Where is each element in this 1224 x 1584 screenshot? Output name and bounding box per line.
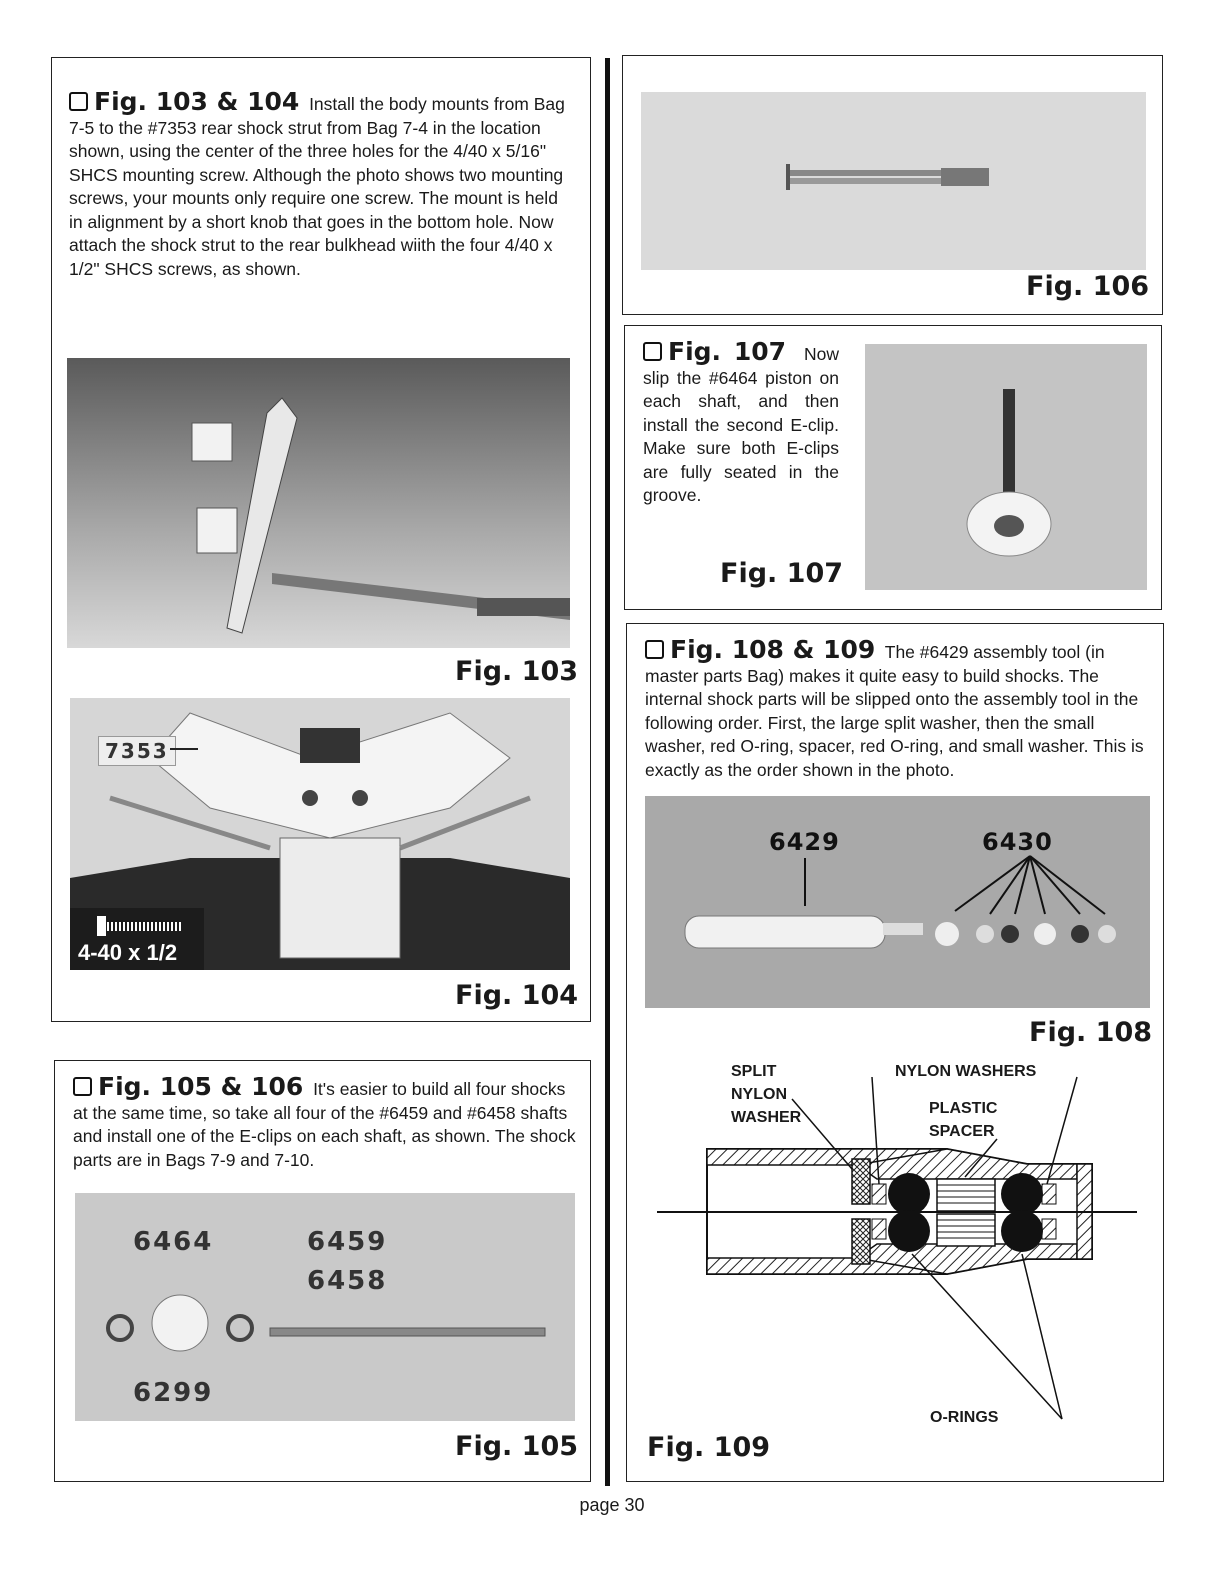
fig-104-caption: Fig. 104 [455,980,579,1011]
fig-103-caption: Fig. 103 [455,656,579,687]
fig-108-caption: Fig. 108 [1029,1017,1153,1048]
label-6299: 6299 [133,1378,214,1408]
label-o-rings: O-RINGS [930,1409,999,1426]
fig-106-photo [641,92,1146,270]
column-divider [605,58,610,1486]
fig-103-104-heading: Fig. 103 & 104 [94,87,300,116]
fig-105-106-heading: Fig. 105 & 106 [98,1072,304,1101]
fig-105-106-text: It's easier to build all four shocks at the same time, so take all four of the #6459 and #6458 shafts and install one of the E-clips on each shaft, as shown. The shock parts are in Bags 7-9 and 7-10. [73,1079,576,1170]
label-4-40: 4-40 x 1/2 [78,940,178,965]
fig-107-text: Now slip the #6464 piston on each shaft, and then install the second E-clip. Make sure both E-clips are fully seated in the groove. [643,344,839,505]
label-screw-box [70,908,204,970]
fig-103-photo [67,358,570,648]
label-6429: 6429 [769,828,840,856]
section-fig-103-104 [51,57,591,1022]
fig-108-photo [645,796,1150,1008]
fig-109-diagram [647,1059,1147,1439]
fig-107-heading: Fig. 107 [668,337,787,366]
label-6459: 6459 [307,1227,388,1257]
fig-106-caption: Fig. 106 [1026,271,1150,302]
page-number: page 30 [579,1495,645,1515]
checkbox-icon[interactable] [645,640,664,659]
fig-108-109-text: The #6429 assembly tool (in master parts Bag) makes it quite easy to build shocks. The internal shock parts will be slipped onto the assembly tool in the following order. First, the large split washer, then the small washer, red O-ring, spacer, red O-ring, and small washer. This is exactly as the order shown in the photo. [645,642,1144,780]
label-nylon-washers: NYLON WASHERS [895,1063,1037,1080]
fig-105-photo [75,1193,575,1421]
label-arrow [170,748,198,750]
label-nylon: NYLON [731,1086,787,1103]
fig-107-caption: Fig. 107 [720,558,844,589]
fig-105-caption: Fig. 105 [455,1431,579,1462]
label-split: SPLIT [731,1063,777,1080]
checkbox-icon[interactable] [73,1077,92,1096]
fig-107-photo [865,344,1147,590]
checkbox-icon[interactable] [69,92,88,111]
checkbox-icon[interactable] [643,342,662,361]
fig-103-104-text: Install the body mounts from Bag 7-5 to the #7353 rear shock strut from Bag 7-4 in the location shown, using the center of the three holes for the 4/40 x 5/16" SHCS mounting screw. Although the photo shows two mounting screws, your mounts only require one screw. The mount is held in alignment by a short knob that goes in the bottom hole. Now attach the shock strut to the rear bulkhead wiith the four 4/40 x 1/2" SHCS screws, as shown. [69,94,565,279]
label-6458: 6458 [307,1266,388,1296]
fig-108-109-heading: Fig. 108 & 109 [670,635,876,664]
fig-107-paragraph [643,337,839,508]
section-fig-108-109 [626,623,1164,1482]
label-spacer: SPACER [929,1123,995,1140]
fig-104-photo [70,698,570,970]
section-fig-107 [624,325,1162,610]
fig-108-109-paragraph [645,635,1150,782]
label-6430: 6430 [982,828,1053,856]
fig-105-106-paragraph [73,1072,576,1172]
label-7353: 7353 [98,736,176,766]
section-fig-106 [622,55,1163,315]
fig-109-caption: Fig. 109 [647,1432,771,1463]
label-plastic: PLASTIC [929,1100,998,1117]
section-fig-105-106 [54,1060,591,1482]
screw-icon [97,916,183,936]
label-6464: 6464 [133,1227,214,1257]
fig-103-104-paragraph [69,87,574,281]
label-washer: WASHER [731,1109,802,1126]
